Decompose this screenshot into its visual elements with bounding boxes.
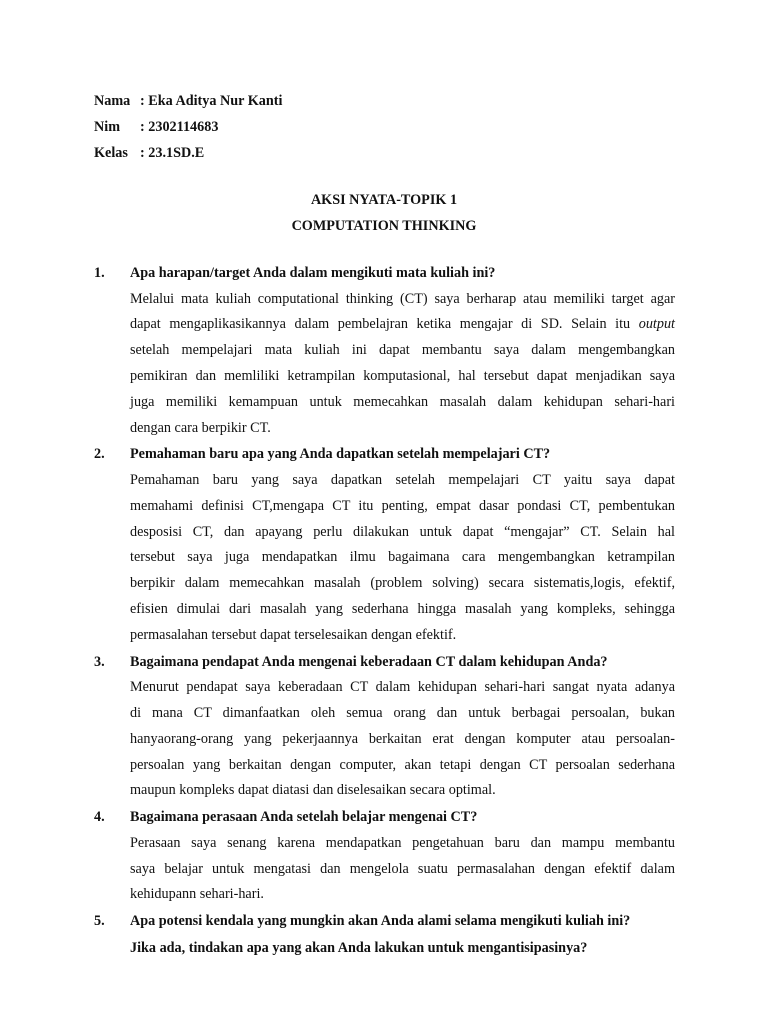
answer-line: saya belajar untuk mengatasi dan mengelola suatu permasalahan dengan efektif dalam bbox=[130, 860, 675, 877]
answer-line: dapat mengaplikasikannya dalam pembelajran ketika mengajar di SD. Selain itu output bbox=[130, 316, 675, 333]
nama-value: : Eka Aditya Nur Kanti bbox=[140, 93, 283, 109]
answer-line: Perasaan saya senang karena mendapatkan pengetahuan baru dan mampu membantu bbox=[130, 834, 675, 851]
title-line-1: AKSI NYATA-TOPIK 1 bbox=[310, 192, 458, 208]
nim-value: : 2302114683 bbox=[140, 119, 219, 135]
answer-text bbox=[130, 287, 675, 442]
answer-line: efisien dimulai dari masalah yang sederhana hingga masalah yang kompleks, sehingga bbox=[130, 600, 675, 617]
title-line-2: COMPUTATION THINKING bbox=[291, 218, 477, 234]
kelas-label: Kelas bbox=[94, 145, 128, 161]
answer-line: Pemahaman baru yang saya dapatkan setelah mempelajari CT yaitu saya dapat bbox=[130, 471, 675, 488]
answer-text bbox=[130, 468, 675, 649]
answer-line: pemikiran dan memliliki ketrampilan komputasional, hal tersebut dapat menjadikan saya bbox=[130, 367, 675, 384]
student-info bbox=[94, 88, 282, 166]
answer-text bbox=[130, 831, 675, 908]
answer-line: tersebut saya juga mendapatkan ilmu bagaimana cara mengembangkan ketrampilan bbox=[130, 549, 675, 566]
nim-label: Nim bbox=[94, 119, 121, 135]
answer-line: Melalui mata kuliah computational thinking (CT) saya berharap atau memiliki target agar bbox=[130, 290, 675, 307]
question-text: Apa harapan/target Anda dalam mengikuti mata kuliah ini? bbox=[130, 265, 496, 281]
question-item-5 bbox=[94, 908, 675, 961]
nama-row bbox=[94, 88, 282, 114]
document-title bbox=[0, 187, 768, 239]
question-text: Bagaimana pendapat Anda mengenai keberadaan CT dalam kehidupan Anda? bbox=[130, 653, 608, 670]
item-number: 5. bbox=[94, 913, 105, 930]
kelas-value: : 23.1SD.E bbox=[140, 145, 205, 161]
question-item-2 bbox=[94, 441, 675, 648]
answer-line: desposisi CT, dan apayang perlu dilakukan untuk dapat “mengajar” CT. Selain hal bbox=[130, 523, 675, 540]
question-list bbox=[94, 260, 675, 961]
question-text: Pemahaman baru apa yang Anda dapatkan setelah mempelajari CT? bbox=[130, 446, 551, 463]
answer-line: persoalan yang berkaitan dengan computer, akan tetapi dengan CT persoalan sederhana bbox=[130, 756, 675, 773]
answer-line: memahami definisi CT,mengapa CT itu penting, empat dasar pondasi CT, pembentukan bbox=[130, 497, 675, 514]
kelas-row bbox=[94, 140, 282, 166]
item-number: 1. bbox=[94, 265, 105, 281]
question-item-4 bbox=[94, 804, 675, 908]
answer-line: setelah mempelajari mata kuliah ini dapat membantu saya dalam mengembangkan bbox=[130, 342, 675, 359]
answer-line: Menurut pendapat saya keberadaan CT dalam kehidupan sehari-hari sangat nyata adanya bbox=[130, 679, 675, 696]
question-item-1 bbox=[94, 260, 675, 441]
answer-text bbox=[130, 675, 675, 804]
item-number: 3. bbox=[94, 653, 105, 670]
answer-line: di mana CT dimanfaatkan oleh semua orang dan untuk berbagai persoalan, bukan bbox=[130, 704, 675, 721]
nim-row bbox=[94, 114, 282, 140]
question-text: Bagaimana perasaan Anda setelah belajar mengenai CT? bbox=[130, 809, 478, 826]
answer-line: berpikir dalam memecahkan masalah (problem solving) secara sistematis,logis, efektif, bbox=[130, 575, 675, 592]
answer-line: dengan cara berpikir CT. bbox=[130, 419, 271, 436]
question-text: Apa potensi kendala yang mungkin akan Anda alami selama mengikuti kuliah ini? bbox=[130, 913, 631, 930]
answer-line: hanyaorang-orang yang pekerjaannya berkaitan erat dengan komputer atau persoalan- bbox=[130, 730, 675, 747]
item-number: 2. bbox=[94, 446, 105, 463]
question-item-3 bbox=[94, 649, 675, 805]
question-text-continued: Jika ada, tindakan apa yang akan Anda lakukan untuk mengantisipasinya? bbox=[130, 939, 588, 956]
italic-word: output bbox=[638, 316, 675, 333]
answer-line: kehidupann sehari-hari. bbox=[130, 886, 264, 903]
answer-line: maupun kompleks dapat diatasi dan diselesaikan secara optimal. bbox=[130, 782, 496, 799]
item-number: 4. bbox=[94, 809, 105, 826]
nama-label: Nama bbox=[94, 93, 131, 109]
answer-line: permasalahan tersebut dapat terselesaikan dengan efektif. bbox=[130, 626, 457, 643]
answer-line: juga memiliki kemampuan untuk memecahkan masalah dalam kehidupan sehari-hari bbox=[130, 393, 675, 410]
